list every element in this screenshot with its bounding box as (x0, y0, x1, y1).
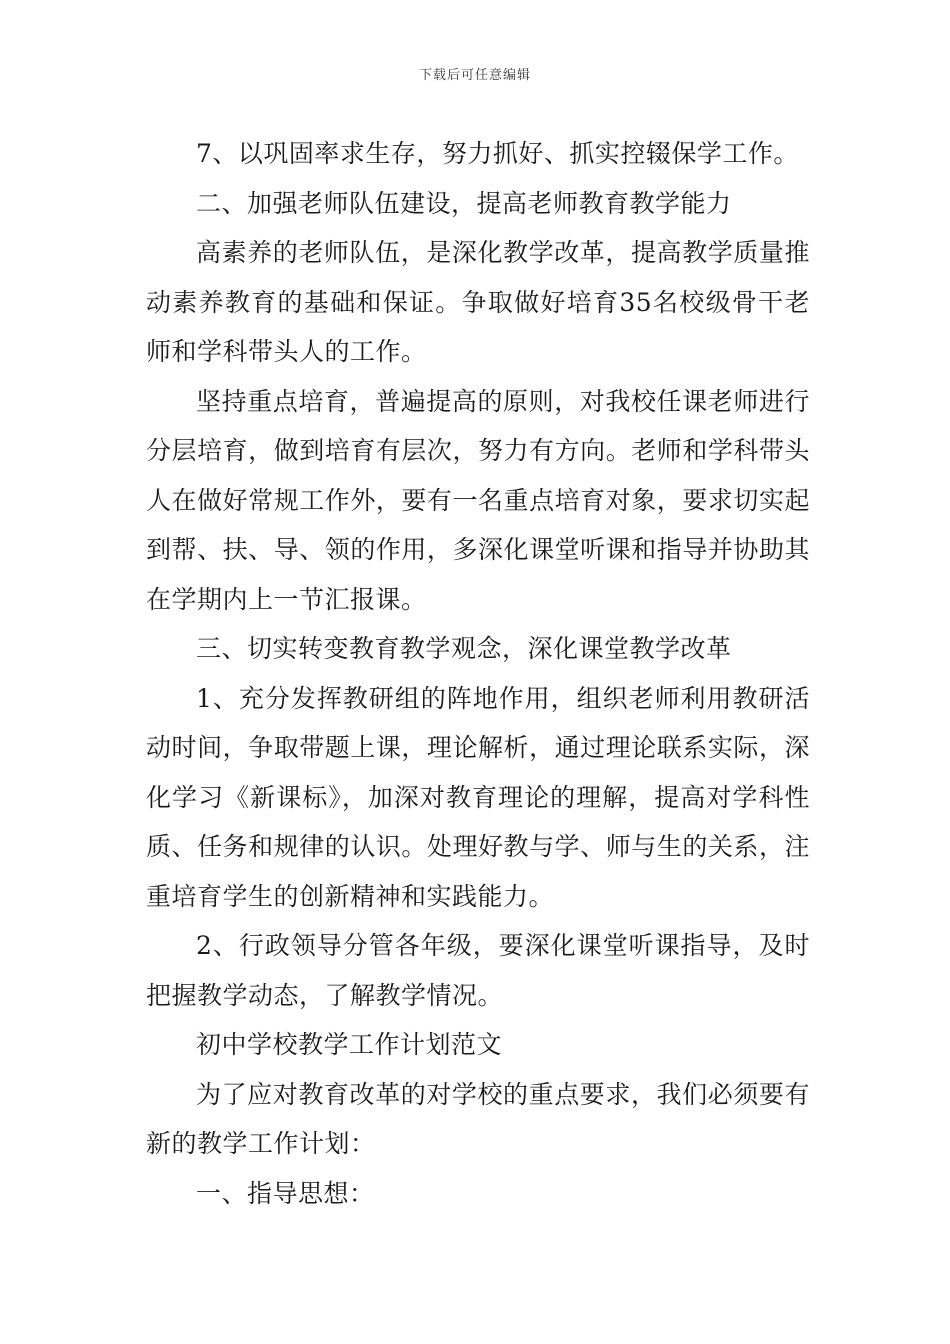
document-body (146, 129, 810, 1218)
paragraph-intro: 为了应对教育改革的对学校的重点要求，我们必须要有新的教学工作计划： (146, 1079, 810, 1158)
document-title: 初中学校教学工作计划范文 (196, 1030, 503, 1059)
section-heading-1: 一、指导思想： (196, 1178, 375, 1208)
paragraph-item-7: 7、以巩固率求生存，努力抓好、抓实控辍保学工作。 (196, 139, 799, 168)
paragraph-teacher-quality: 高素养的老师队伍，是深化教学改革，提高教学质量推动素养教育的基础和保证。争取做好培育35名校级骨干老师和学科带头人的工作。 (146, 238, 810, 366)
section-heading-2: 二、加强老师队伍建设，提高老师教育教学能力 (196, 188, 732, 218)
page-header-note: 下载后可任意编辑 (418, 68, 531, 83)
section-heading-3: 三、切实转变教育教学观念，深化课堂教学改革 (196, 634, 732, 663)
paragraph-training-principle: 坚持重点培育，普遍提高的原则，对我校任课老师进行分层培育，做到培育有层次，努力有方向。老师和学科带头人在做好常规工作外，要有一名重点培育对象，要求切实起到帮、扶、导、领的作用，多深化课堂听课和指导并协助其在学期内上一节汇报课。 (146, 386, 810, 614)
paragraph-item-2: 2、行政领导分管各年级，要深化课堂听课指导，及时把握教学动态，了解教学情况。 (146, 931, 810, 1010)
paragraph-item-1: 1、充分发挥教研组的阵地作用，组织老师利用教研活动时间，争取带题上课，理论解析，通过理论联系实际，深化学习《新课标》，加深对教育理论的理解，提高对学科性质、任务和规律的认识。处理好教与学、师与生的关系，注重培育学生的创新精神和实践能力。 (146, 683, 810, 911)
